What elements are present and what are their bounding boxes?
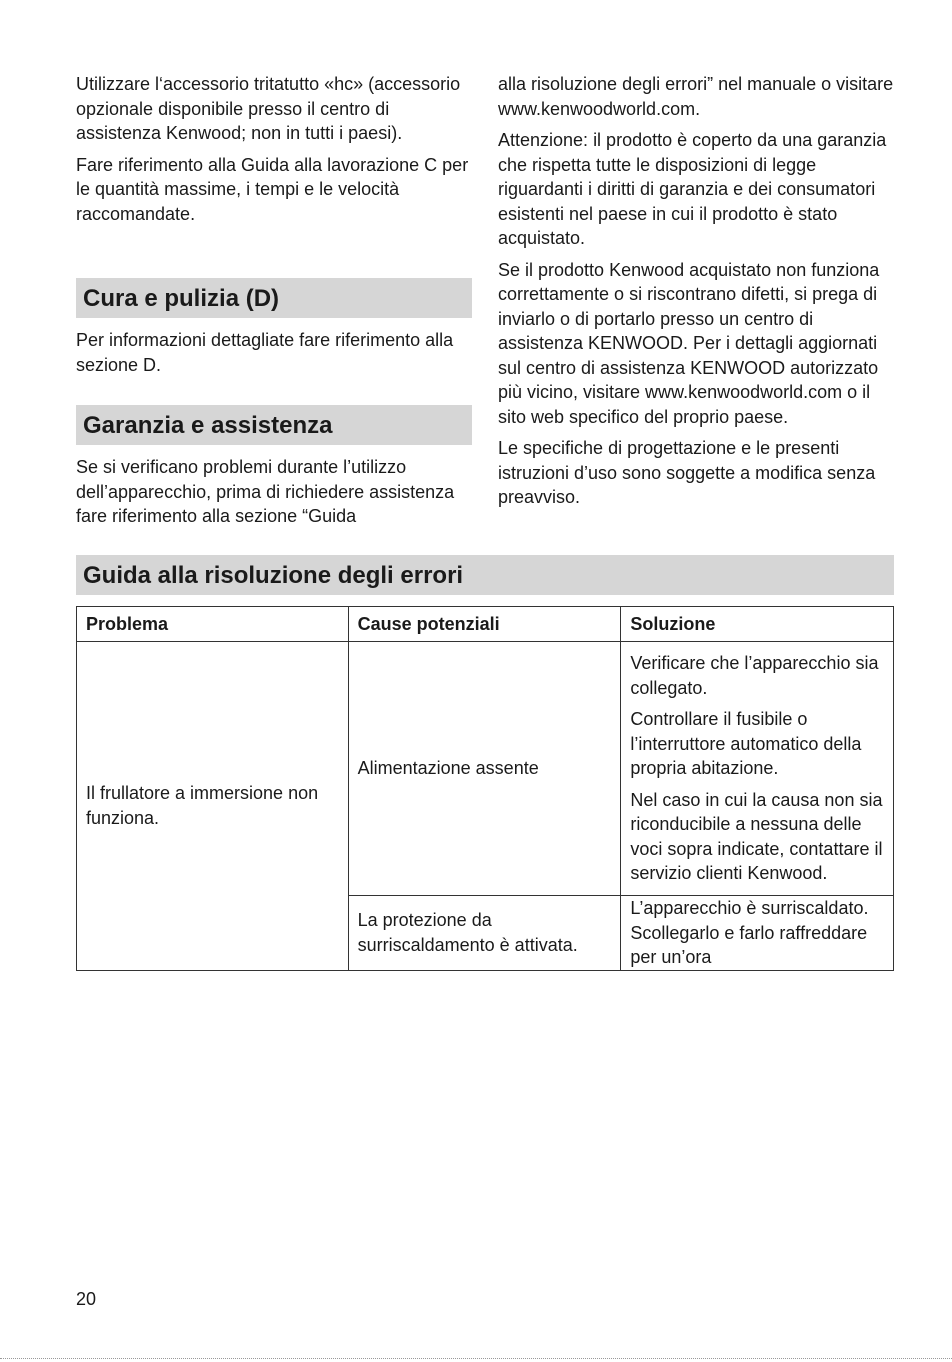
section-heading-garanzia: Garanzia e assistenza (76, 405, 472, 445)
table-header-row (77, 607, 894, 642)
header-problema: Problema (77, 607, 349, 642)
left-column (76, 72, 476, 233)
intro-paragraph-accessory: Utilizzare l‘accessorio tritatutto «hc» (accessorio opzionale disponibile presso il centro di assistenza Kenwood; non in tutti i paesi). (76, 74, 461, 143)
section-text-cura: Per informazioni dettagliate fare riferimento alla sezione D. (76, 330, 454, 375)
problem-cell: Il frullatore a immersione non funziona. (77, 642, 349, 971)
header-cause: Cause potenziali (348, 607, 621, 642)
right-paragraph-1: alla risoluzione degli errori” nel manuale o visitare www.kenwoodworld.com. (498, 74, 894, 119)
right-paragraph-warranty: Attenzione: il prodotto è coperto da una garanzia che rispetta tutte le disposizioni di legge riguardanti i diritti di garanzia e dei consumatori esistenti nel paese in cui il prodotto è stato acquistato. (498, 130, 887, 248)
solution-text: Nel caso in cui la causa non sia riconducibile a nessuna delle voci sopra indicate, contattare il servizio clienti Kenwood. (630, 789, 883, 884)
solution-text: Controllare il fusibile o l’interruttore automatico della propria abitazione. (630, 709, 862, 779)
intro-paragraph-guide: Fare riferimento alla Guida alla lavorazione C per le quantità massime, i tempi e le velocità raccomandate. (76, 154, 469, 224)
solution-text: Verificare che l’apparecchio sia collegato. (630, 653, 879, 698)
right-column (498, 72, 894, 517)
cause-cell: Alimentazione assente (348, 642, 621, 896)
header-soluzione: Soluzione (621, 607, 894, 642)
section-text-garanzia: Se si verificano problemi durante l’utilizzo dell’apparecchio, prima di richiedere assistenza fare riferimento alla sezione “Guida (76, 457, 455, 526)
page-bottom-divider (0, 1358, 952, 1359)
section-heading-cura: Cura e pulizia (D) (76, 278, 472, 318)
solution-cell (621, 642, 894, 896)
page-number: 20 (76, 1289, 97, 1309)
cause-cell: La protezione da surriscaldamento è attivata. (348, 896, 621, 971)
troubleshooting-table (76, 606, 894, 971)
solution-cell (621, 896, 894, 971)
right-paragraph-service: Se il prodotto Kenwood acquistato non funziona correttamente o si riscontrano difetti, si prega di inviarlo o di portarlo presso un centro di assistenza KENWOOD. Per i dettagli aggiornati sul centro di assistenza KENWOOD autorizzato più vicino, visitare www.kenwoodworld.com o il sito web specifico del proprio paese. (498, 259, 880, 427)
table-row (77, 642, 894, 896)
right-paragraph-specs: Le specifiche di progettazione e le presenti istruzioni d’uso sono soggette a modifica senza preavviso. (498, 438, 876, 507)
solution-text: L’apparecchio è surriscaldato. Scollegarlo e farlo raffreddare per un’ora (630, 898, 869, 967)
section-heading-guida: Guida alla risoluzione degli errori (76, 555, 894, 595)
